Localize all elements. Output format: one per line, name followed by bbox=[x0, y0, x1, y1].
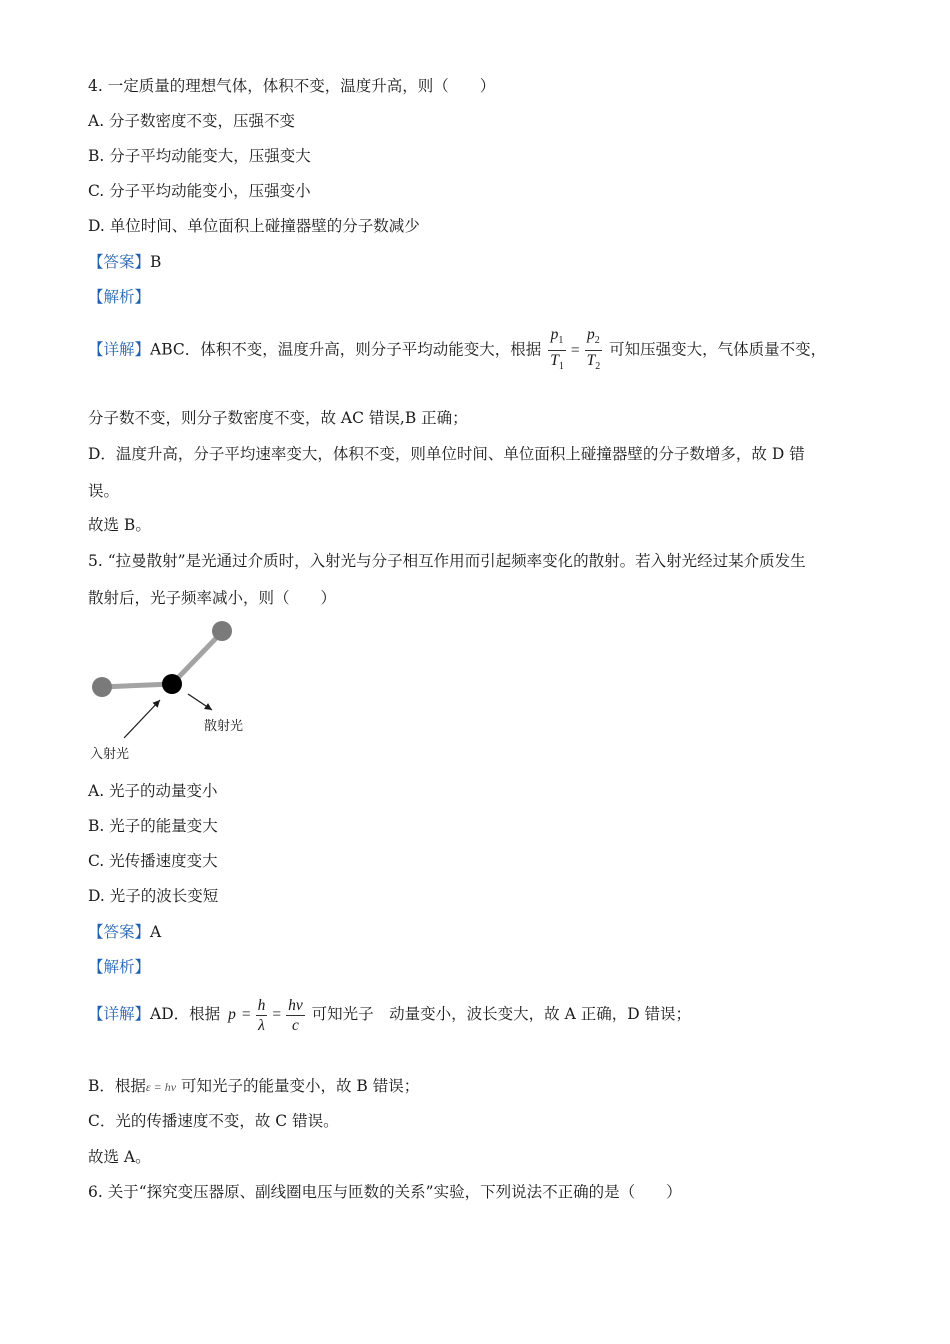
formula-t1-sub: 1 bbox=[558, 361, 564, 373]
formula-c: c bbox=[291, 1016, 299, 1034]
detail-tag: 【详解】 bbox=[88, 340, 151, 359]
formula-hv-over-c bbox=[286, 996, 305, 1035]
q5-option-d[interactable]: D. 光子的波长变短 bbox=[88, 887, 219, 905]
q4-analysis-tag: 【解析】 bbox=[88, 288, 151, 306]
formula-p1: p bbox=[550, 326, 559, 343]
q5-detail2-b: 可知光子的能量变小，故 B 错误； bbox=[180, 1077, 420, 1095]
q5-detail2-a: B．根据 bbox=[88, 1077, 146, 1095]
q4-detail-line4: 误。 bbox=[88, 482, 120, 500]
q5-stem-line2: 散射后，光子频率减小，则（ ） bbox=[88, 589, 337, 607]
q5-detail-line2 bbox=[88, 1076, 419, 1097]
detail-tag: 【详解】 bbox=[88, 1005, 151, 1023]
q4-detail1-a: ABC．体积不变，温度升高，则分子平均动能变大，根据 bbox=[150, 340, 542, 359]
answer-value: A bbox=[150, 923, 162, 941]
q5-option-b[interactable]: B. 光子的能量变大 bbox=[88, 817, 218, 835]
q4-option-b[interactable]: B. 分子平均动能变大，压强变大 bbox=[88, 147, 311, 165]
answer-tag: 【答案】 bbox=[88, 923, 151, 941]
q4-conclusion: 故选 B。 bbox=[88, 516, 151, 534]
formula-t1: T bbox=[550, 352, 559, 370]
answer-value: B bbox=[150, 253, 162, 271]
q4-detail1-b: 可知压强变大，气体质量不变， bbox=[609, 340, 827, 359]
q4-stem: 4. 一定质量的理想气体，体积不变，温度升高，则（ ） bbox=[88, 77, 496, 95]
q5-detail1-a: AD．根据 bbox=[150, 1005, 221, 1023]
formula-p1-over-t1 bbox=[548, 325, 566, 376]
q5-detail1-b: 可知光子 动量变小，波长变大，故 A 正确，D 错误； bbox=[311, 1005, 692, 1023]
q4-answer bbox=[88, 252, 161, 272]
q4-detail-line2: 分子数不变，则分子数密度不变，故 AC 错误,B 正确； bbox=[88, 409, 468, 427]
formula-p2-sub: 2 bbox=[594, 335, 600, 347]
scattered-arrow bbox=[188, 694, 212, 710]
formula-h: h bbox=[257, 996, 266, 1014]
formula-hv: hν bbox=[288, 996, 303, 1014]
formula-equals-2: = bbox=[272, 1006, 282, 1023]
formula-t2-sub: 2 bbox=[595, 361, 601, 373]
q5-stem-line1: 5. “拉曼散射”是光通过介质时，入射光与分子相互作用而引起频率变化的散射。若入射光经过某介质发生 bbox=[88, 552, 806, 570]
q4-detail-line1 bbox=[88, 325, 826, 376]
incident-arrow bbox=[124, 700, 160, 738]
formula-equals-1: = bbox=[241, 1006, 251, 1023]
center-molecule bbox=[162, 674, 182, 694]
q5-option-c[interactable]: C. 光传播速度变大 bbox=[88, 852, 218, 870]
q4-detail-line3: D．温度升高，分子平均速率变大，体积不变，则单位时间、单位面积上碰撞器壁的分子数增多，故 D 错 bbox=[88, 445, 805, 463]
scattered-bond bbox=[172, 632, 222, 684]
formula-t2: T bbox=[586, 352, 596, 370]
left-ball bbox=[92, 677, 112, 697]
formula-p1-sub: 1 bbox=[558, 335, 564, 347]
formula-p: p bbox=[228, 1006, 236, 1023]
q5-detail-line1 bbox=[88, 994, 691, 1035]
q5-answer bbox=[88, 922, 161, 942]
formula-h-over-lambda bbox=[256, 996, 268, 1035]
formula-p2: p bbox=[587, 326, 595, 343]
q4-option-a[interactable]: A. 分子数密度不变，压强不变 bbox=[88, 112, 296, 130]
formula-energy: ε = hν bbox=[145, 1080, 177, 1094]
q5-detail-line3: C．光的传播速度不变，故 C 错误。 bbox=[88, 1112, 339, 1130]
incident-light-label: 入射光 bbox=[90, 747, 130, 762]
incident-bond bbox=[102, 684, 172, 687]
raman-scattering-figure bbox=[84, 616, 264, 766]
scattered-light-label: 散射光 bbox=[204, 719, 244, 734]
q5-option-a[interactable]: A. 光子的动量变小 bbox=[88, 782, 218, 800]
q4-option-d[interactable]: D. 单位时间、单位面积上碰撞器壁的分子数减少 bbox=[88, 217, 420, 235]
formula-lambda: λ bbox=[258, 1016, 265, 1034]
q5-analysis-tag: 【解析】 bbox=[88, 958, 151, 976]
q6-stem: 6. 关于“探究变压器原、副线圈电压与匝数的关系”实验，下列说法不正确的是（ ） bbox=[88, 1183, 682, 1201]
formula-p2-over-t2 bbox=[585, 325, 603, 376]
right-ball bbox=[212, 621, 232, 641]
q4-option-c[interactable]: C. 分子平均动能变小，压强变小 bbox=[88, 182, 311, 200]
q5-conclusion: 故选 A。 bbox=[88, 1148, 151, 1166]
answer-tag: 【答案】 bbox=[88, 253, 151, 271]
formula-equals: = bbox=[570, 341, 580, 359]
